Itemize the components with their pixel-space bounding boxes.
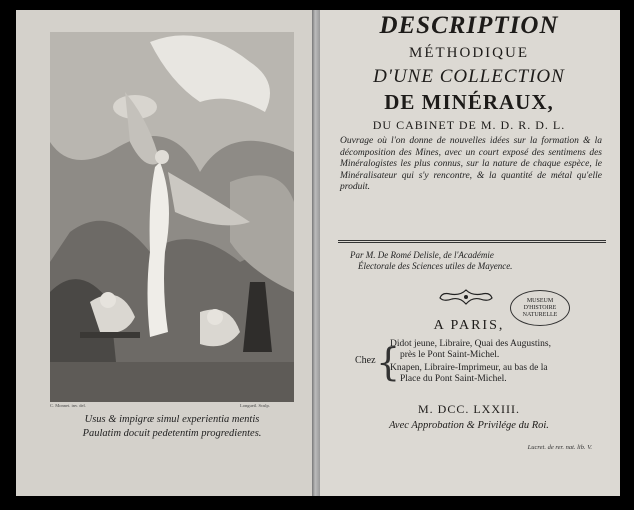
title-line-4: DE MINÉRAUX,	[384, 90, 554, 114]
caption-line-1: Usus & impigræ simul experientia mentis	[84, 414, 260, 425]
stamp-line-3: NATURELLE	[522, 311, 558, 318]
work-description: Ouvrage où l'on donne de nouvelles idées sur la formation & la décomposition des Mines, avec un court exposé des sentimens des Minéralogistes les plus connus, sur la nature de chaque espèce, le Minéralisateur qui s'y rencontre, & la quantité de métal qu'elle produit.	[340, 136, 602, 193]
stamp-line-2: D'HISTOIRE	[523, 304, 557, 311]
engraving-illustration	[50, 32, 294, 402]
title-line-3: D'UNE COLLECTION	[373, 66, 565, 87]
brace-glyph: {	[376, 340, 401, 384]
author-line-2: Électorale des Sciences utiles de Mayence.	[358, 261, 513, 271]
caption-line-2: Paulatim docuit pedetentim progredientes.	[82, 428, 262, 439]
title-line-2: MÉTHODIQUE	[409, 45, 529, 61]
artist-credit-left: C. Monnet. inv. del.	[50, 403, 86, 408]
chez-label: Chez	[355, 355, 376, 366]
author-line-1: Par M. De Romé Delisle, de l'Académie	[350, 250, 494, 260]
publisher-2-line-1: Knapen, Libraire-Imprimeur, au bas de la	[390, 363, 548, 373]
stamp-line-1: MUSEUM	[526, 297, 554, 304]
frontispiece-engraving	[50, 32, 294, 402]
divider-rule	[338, 242, 606, 243]
publication-place: A PARIS,	[433, 318, 505, 333]
caption-source: Lucret. de rer. nat. lib. V.	[527, 444, 592, 451]
artist-credit-right: Longueil. Sculp.	[240, 403, 270, 408]
divider-rule	[338, 240, 606, 241]
author-credit	[350, 250, 600, 272]
fleuron-ornament-icon	[436, 286, 496, 308]
publisher-1-line-1: Didot jeune, Libraire, Quai des Augustins,	[390, 339, 551, 349]
approbation-line: Avec Approbation & Privilége du Roi.	[389, 420, 549, 431]
title-line-1: DESCRIPTION	[379, 12, 559, 39]
publisher-2-line-2: Place du Pont Saint-Michel.	[400, 374, 507, 384]
publisher-1-line-2: près le Pont Saint-Michel.	[400, 350, 500, 360]
title-line-5: DU CABINET DE M. D. R. D. L.	[372, 118, 566, 132]
publication-date: M. DCC. LXXIII.	[418, 402, 520, 416]
